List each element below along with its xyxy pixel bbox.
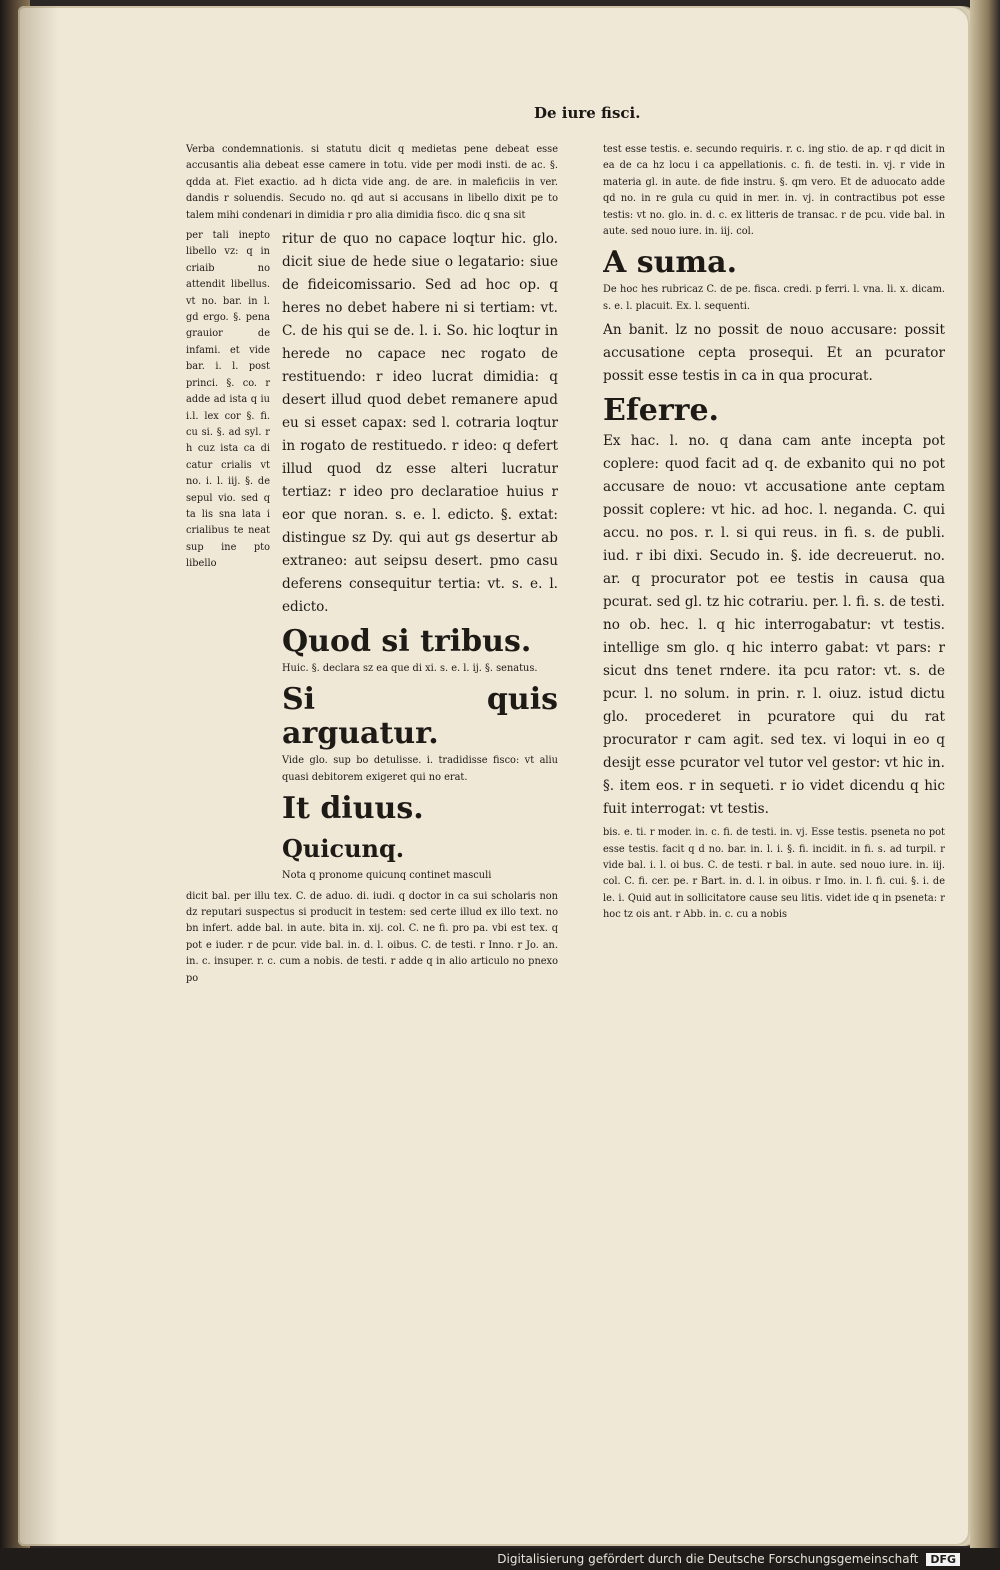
left-gloss-bottom: dicit bal. per illu tex. C. de aduo. di. iudi. q doctor in ca sui scholaris non dz reputari suspectus si producit in testem: sed certe illud ex illo text. no bn infert. adde bal. in aute. bita in. xij. col. C. ne fi. pro pa. vbi est tex. q pot e iuder. r de pcur. vide bal. in. d. l. oibus. C. de testi. r Inno. r Jo. an. in. c. insuper. r. c. cum a nobis. de testi. r adde q in alio articulo no pnexo po [186, 890, 558, 984]
rubric-quicunq-note: Nota q pronome quicunq continet masculi [282, 870, 492, 882]
rubric-a-suma-note: De hoc hes rubricaz C. de pe. fisca. credi. p ferri. l. vna. li. x. dicam. s. e. l. placuit. Ex. l. sequenti. [603, 284, 945, 312]
rubric-eferre: Eferre. [603, 393, 720, 429]
left-main-text: ritur de quo no capace loqtur hic. glo. dicit siue de hede siue o legatario: siue de fideicomissario. Sed ad hoc op. q heres no debet habere ni si tertiam: vt. C. de his qui se de. l. i. So. hic loqtur in herede no capace nec rogato de restituendo: r ideo lucrat dimidia: q desert illud quod debet remanere apud eu si esset capax: sed l. cotraria loqtur in rogato de restituedo. r ideo: q defert illud quod dz esse alteri lucratur tertiaz: r ideo pro declaratioe huius r eor que noran. s. e. l. edicto. §. extat: distingue sz Dy. qui aut gs desertur ab extraneo: aut seipsu desert. pmo casu deferens consequitur tertia: vt. s. e. l. edicto. [282, 231, 558, 616]
right-main-text: Ex hac. l. no. q dana cam ante incepta pot coplere: quod facit ad q. de exbanito qui no pot accusare de nouo: vt accusatione ante ceptam possit coplere: vt hic. ad hoc. l. neganda. C. qui accu. no pos. r. l. si qui reus. in fi. s. de publi. iud. r ibi dixi. Secudo in. §. ide decreuerut. no. ar. q procurator pot ee testis in causa qua pcurat. sed gl. tz hic cotrariu. per. l. fi. s. de testi. no ob. hec. l. q hic interrogabatur: vt testis. intellige sm glo. q hic interro gabat: vt pars: r sicut dns tenet rndere. ita pcu rator: vt. s. de pcur. l. no solum. in prin. r. l. oiuz. istud dictu glo. procederet in pcuratore qui du rat procurator r cam agit. sed tex. vi loqui in eo q desijt esse pcurator vel tutor vel gestor: vt hic in. §. item eos. r in sequeti. r io videt dicendu q hic fuit interrogat: vt testis. [603, 433, 945, 818]
dfg-logo: DFG [926, 1553, 960, 1566]
rubric-quicunq: Quicunq. [282, 834, 405, 864]
rubric-si-quis-arguatur: Si quis arguatur. [282, 682, 558, 752]
right-gloss-top: test esse testis. e. secundo requiris. r. c. ing stio. de ap. r qd dicit in ea de ca hz locu i ca appellationis. c. fi. de testi. in. vj. r vide in materia gl. in aute. de fide instru. §. qm vero. Et de aduocato adde qd no. in re gula cu quid in mer. in. vj. in contractibus pot esse testis: vt no. glo. in. d. c. ex litteris de transac. r de pcu. vide bal. in aute. sed nouo iure. in. iij. col. [603, 144, 945, 238]
right-para-1: An banit. lz no possit de nouo accusare: possit accusatione cepta prosequi. Et an pcurator possit esse testis in ca in qua procurat. [603, 322, 945, 385]
right-column [603, 142, 945, 1326]
left-main [282, 228, 558, 889]
rubric-a-suma: A suma. [603, 245, 738, 281]
page-edge [970, 0, 1000, 1548]
rubric-quod-si-tribus-note: Huic. §. declara sz ea que di xi. s. e. l. ij. §. senatus. [282, 663, 538, 675]
left-body [186, 228, 558, 889]
left-column [186, 142, 558, 1326]
book-page [18, 6, 970, 1546]
digitization-footer [0, 1548, 1000, 1570]
left-side-note: per tali inepto libello vz: q in criaib no attendit libellus. vt no. bar. in l. gd ergo. §. pena grauior de infami. et vide bar. i. l. post princi. §. co. r adde ad ista q iu i.l. lex cor §. fi. cu si. §. ad syl. r h cuz ista ca di catur crialis vt no. i. l. iij. §. de sepul vio. sed q ta lis sna lata i crialibus te neat sup ine pto libello [186, 230, 270, 570]
rubric-quod-si-tribus: Quod si tribus. [282, 624, 532, 660]
left-gloss-top: Verba condemnationis. si statutu dicit q medietas pene debeat esse accusantis alia debeat esse camere in totu. vide per modi insti. de ac. §. qdda at. Fiet exactio. ad h dicta vide ang. de are. in maleficiis in ver. dandis r soluendis. Secudo no. qd aut si accusans in libello dixit pe to talem mihi condenari in dimidia r pro alia dimidia fisco. dic q sna sit [186, 144, 558, 221]
rubric-si-quis-arguatur-note: Vide glo. sup bo detulisse. i. tradidisse fisco: vt aliu quasi debitorem exigeret qui no erat. [282, 755, 558, 783]
footer-credit: Digitalisierung gefördert durch die Deutsche Forschungsgemeinschaft [497, 1552, 919, 1566]
right-gloss-bottom: bis. e. ti. r moder. in. c. fi. de testi. in. vj. Esse testis. pseneta no pot esse testis. facit q d no. bar. in. l. i. §. fi. incidit. in fi. s. ad turpil. r vide bal. i. l. oi bus. C. de testi. r bal. in aute. sed nouo iure. in. iij. col. C. fi. cer. pe. r Bart. in. d. l. in oibus. r Imo. in. l. fi. cui. §. i. de le. i. Quid aut in sollicitatore cause seu litis. videt ide q in pseneta: r hoc tz ois ant. r Abb. in. c. cu a nobis [603, 827, 945, 921]
rubric-it-diuus: It diuus. [282, 791, 424, 827]
running-head: De iure fisci. [534, 104, 641, 122]
